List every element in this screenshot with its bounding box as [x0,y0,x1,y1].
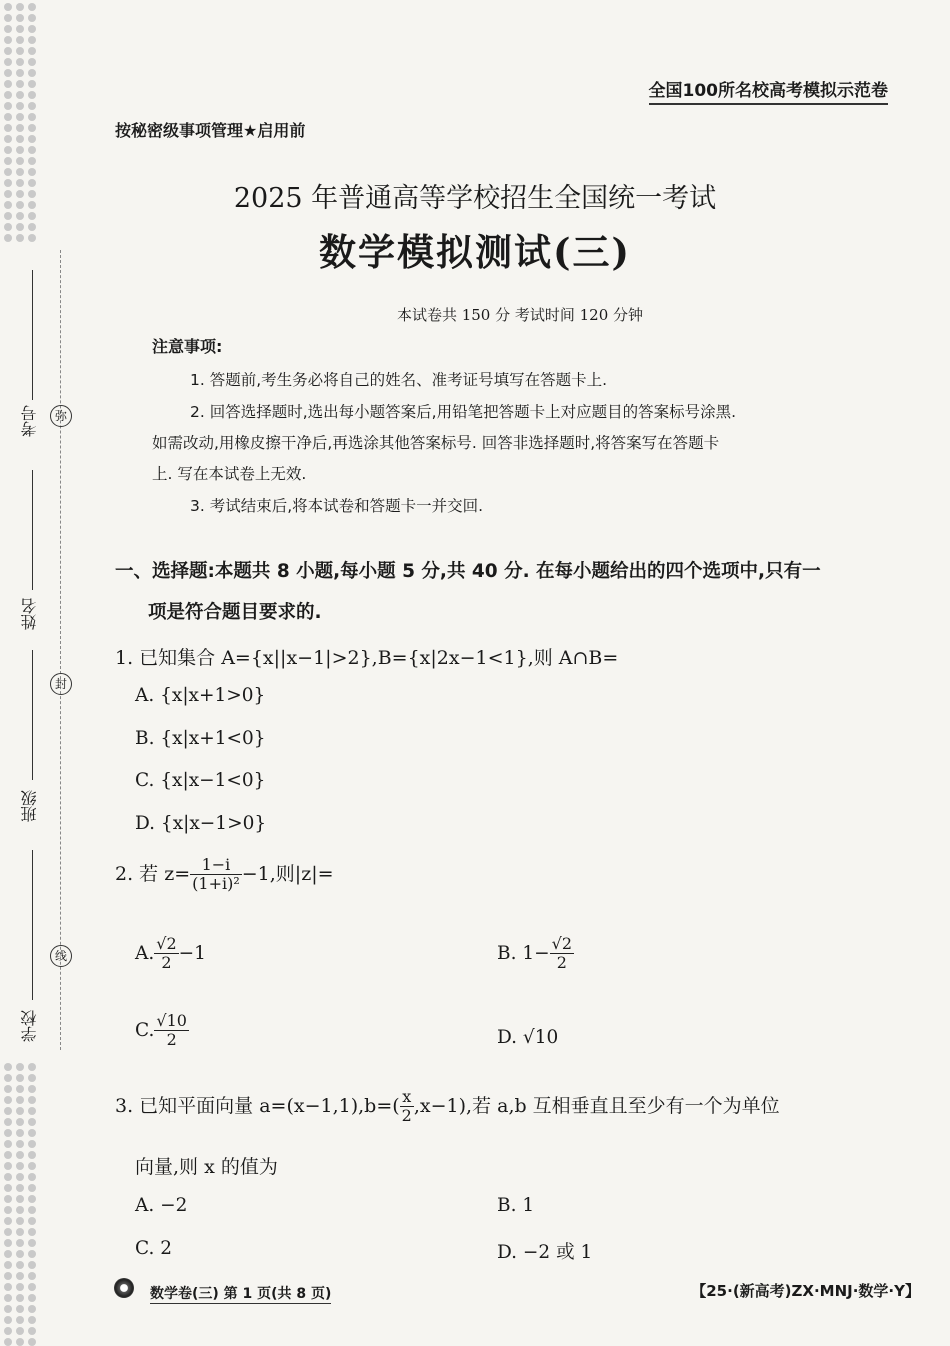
question-3-option-b: B. 1 [497,1195,535,1216]
section-heading: 一、选择题:本题共 8 小题,每小题 5 分,共 40 分. 在每小题给出的四个选项中,只有一 [115,561,821,582]
question-2-option-a-fraction [154,935,178,973]
question-3-stem-pre: 3. 已知平面向量 a=(x−1,1),b=( [115,1094,400,1117]
footer-page-info: 数学卷(三) 第 1 页(共 8 页) [150,1283,331,1304]
series-title: 全国100所名校高考模拟示范卷 [649,76,889,105]
question-2-option-d: D. √10 [497,1027,559,1048]
seal-char-mi: 弥 [50,405,72,427]
question-2-option-b-label: B. 1− [497,942,550,964]
question-3-option-a: A. −2 [135,1195,188,1216]
exam-info: 本试卷共 150 分 考试时间 120 分钟 [396,306,644,324]
question-2-option-b-numerator: √2 [551,934,573,953]
note-2-cont: 如需改动,用橡皮擦干净后,再选涂其他答案标号. 回答非选择题时,将答案写在答题卡 [152,434,720,452]
question-3-option-c: C. 2 [135,1238,173,1259]
question-2-option-a-numerator: √2 [156,934,177,953]
question-3-denominator: 2 [401,1106,412,1126]
question-2-denominator: (1+i)² [192,874,240,894]
note-3: 3. 考试结束后,将本试卷和答题卡一并交回. [190,497,484,515]
question-2-option-c [135,1012,189,1050]
question-2-option-a-label: A. [135,942,155,964]
question-2-fraction [190,856,242,894]
question-3-stem-post: ,x−1),若 a,b 互相垂直且至少有一个为单位 [413,1094,780,1117]
binding-holes-bottom [0,1060,40,1346]
question-2-option-a-post: −1 [178,942,206,964]
question-1-option-b: B. {x|x+1<0} [135,728,266,749]
footer-code: 【25·(新高考)ZX·MNJ·数学·Y】 [691,1282,920,1300]
question-1-stem: 1. 已知集合 A={x||x−1|>2},B={x|2x−1<1},则 A∩B= [115,647,619,669]
question-2-option-b [497,935,574,973]
fill-line-name [32,470,33,590]
paper-title: 数学模拟测试(三) [318,230,631,274]
question-3-fraction [400,1088,414,1126]
question-2-stem-pre: 2. 若 z= [115,862,191,885]
margin-label-class: 班级 [20,790,39,822]
question-2-numerator: 1−i [190,856,242,875]
question-2-option-a-denominator: 2 [161,953,172,973]
question-2-option-c-denominator: 2 [166,1030,177,1050]
question-2-stem [115,856,334,894]
question-2-option-a [135,935,206,973]
exam-title: 2025 年普通高等学校招生全国统一考试 [233,183,717,214]
question-2-option-b-denominator: 2 [556,953,567,973]
question-3-stem [115,1088,780,1126]
fill-line-school [32,850,33,1000]
seal-char-xian: 线 [50,945,72,967]
question-1-option-d: D. {x|x−1>0} [135,813,267,834]
question-2-option-c-fraction [154,1012,189,1050]
question-1-option-c: C. {x|x−1<0} [135,770,266,791]
note-1: 1. 答题前,考生务必将自己的姓名、准考证号填写在答题卡上. [190,371,608,389]
margin-label-school: 学校 [20,1010,39,1042]
question-1-option-a: A. {x|x+1>0} [135,685,266,706]
fill-line-exam-number [32,270,33,400]
note-2: 2. 回答选择题时,选出每小题答案后,用铅笔把答题卡上对应题目的答案标号涂黑. [190,403,736,421]
seal-dashed-line [60,250,61,1050]
section-heading-cont: 项是符合题目要求的. [148,602,322,623]
question-2-option-c-label: C. [135,1019,155,1041]
margin-label-name: 姓名 [20,598,39,630]
question-3-option-d: D. −2 或 1 [497,1242,593,1263]
question-2-stem-post: −1,则|z|= [241,862,334,885]
publisher-logo-icon [114,1278,134,1298]
notes-heading: 注意事项: [152,337,223,356]
question-3-stem-cont: 向量,则 x 的值为 [135,1156,278,1178]
question-3-numerator: x [400,1088,414,1107]
seal-char-feng: 封 [50,673,72,695]
question-2-option-c-numerator: √10 [156,1011,187,1030]
margin-label-exam-number: 考号 [20,405,39,437]
secret-level: 按秘密级事项管理★启用前 [115,121,306,140]
note-2-end: 上. 写在本试卷上无效. [152,465,307,483]
question-2-option-b-fraction [550,935,574,973]
fill-line-class [32,650,33,780]
